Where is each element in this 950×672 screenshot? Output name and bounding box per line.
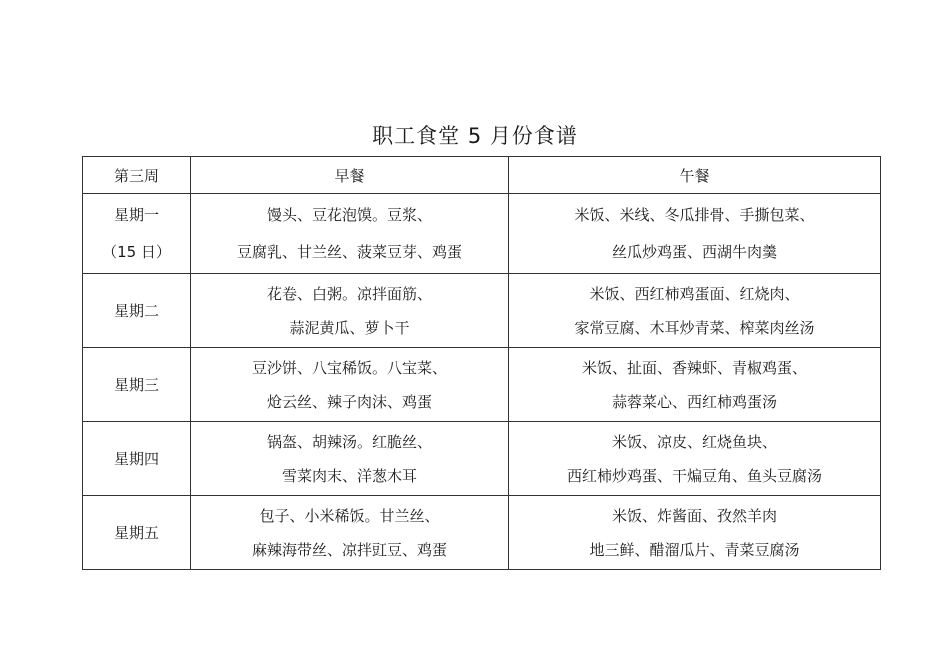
lunch-line: 米饭、西红柿鸡蛋面、红烧肉、 (589, 284, 800, 303)
table-row-wednesday (83, 348, 881, 422)
day-cell (83, 422, 191, 496)
day-cell (83, 348, 191, 422)
breakfast-line: 馒头、豆花泡馍。豆浆、 (266, 205, 432, 224)
breakfast-line: 包子、小米稀饭。甘兰丝、 (259, 506, 440, 525)
header-breakfast: 早餐 (191, 157, 509, 194)
lunch-line: 西红柿炒鸡蛋、干煸豆角、鱼头豆腐汤 (566, 466, 822, 485)
menu-table (82, 156, 881, 570)
breakfast-line: 麻辣海带丝、凉拌豇豆、鸡蛋 (251, 540, 447, 559)
lunch-cell (509, 496, 881, 570)
day-label: 星期五 (113, 523, 159, 542)
day-cell (83, 194, 191, 274)
lunch-line: 丝瓜炒鸡蛋、西湖牛肉羹 (611, 242, 777, 261)
lunch-line: 米饭、米线、冬瓜排骨、手撕包菜、 (574, 205, 815, 224)
breakfast-line: 锅盔、胡辣汤。红脆丝、 (266, 432, 432, 451)
page-title: 职工食堂 5 月份食谱 (372, 124, 578, 148)
header-lunch: 午餐 (509, 157, 881, 194)
breakfast-line: 雪菜肉末、洋葱木耳 (281, 466, 417, 485)
breakfast-line: 炝云丝、辣子肉沫、鸡蛋 (266, 392, 432, 411)
table-row-friday (83, 496, 881, 570)
table-header-row (83, 157, 881, 194)
date-label: （15 日） (102, 242, 171, 261)
day-label: 星期二 (113, 301, 159, 320)
breakfast-line: 花卷、白粥。凉拌面筋、 (266, 284, 432, 303)
breakfast-cell (191, 348, 509, 422)
day-cell (83, 496, 191, 570)
day-label: 星期四 (113, 449, 159, 468)
table-row-monday (83, 194, 881, 274)
lunch-line: 蒜蓉菜心、西红柿鸡蛋汤 (611, 392, 777, 411)
lunch-line: 米饭、凉皮、红烧鱼块、 (611, 432, 777, 451)
table-row-thursday (83, 422, 881, 496)
day-label: 星期一 (113, 205, 159, 224)
lunch-cell (509, 194, 881, 274)
breakfast-line: 蒜泥黄瓜、萝卜干 (289, 318, 410, 337)
lunch-cell (509, 348, 881, 422)
breakfast-cell (191, 274, 509, 348)
breakfast-cell (191, 496, 509, 570)
header-week: 第三周 (83, 157, 191, 194)
lunch-cell (509, 274, 881, 348)
lunch-cell (509, 422, 881, 496)
lunch-line: 家常豆腐、木耳炒青菜、榨菜肉丝汤 (574, 318, 815, 337)
table-row-tuesday (83, 274, 881, 348)
breakfast-line: 豆沙饼、八宝稀饭。八宝菜、 (251, 358, 447, 377)
breakfast-cell (191, 194, 509, 274)
breakfast-line: 豆腐乳、甘兰丝、菠菜豆芽、鸡蛋 (236, 242, 462, 261)
lunch-line: 地三鲜、醋溜瓜片、青菜豆腐汤 (589, 540, 800, 559)
day-label: 星期三 (113, 375, 159, 394)
lunch-line: 米饭、扯面、香辣虾、青椒鸡蛋、 (581, 358, 807, 377)
day-cell (83, 274, 191, 348)
lunch-line: 米饭、炸酱面、孜然羊肉 (611, 506, 777, 525)
breakfast-cell (191, 422, 509, 496)
